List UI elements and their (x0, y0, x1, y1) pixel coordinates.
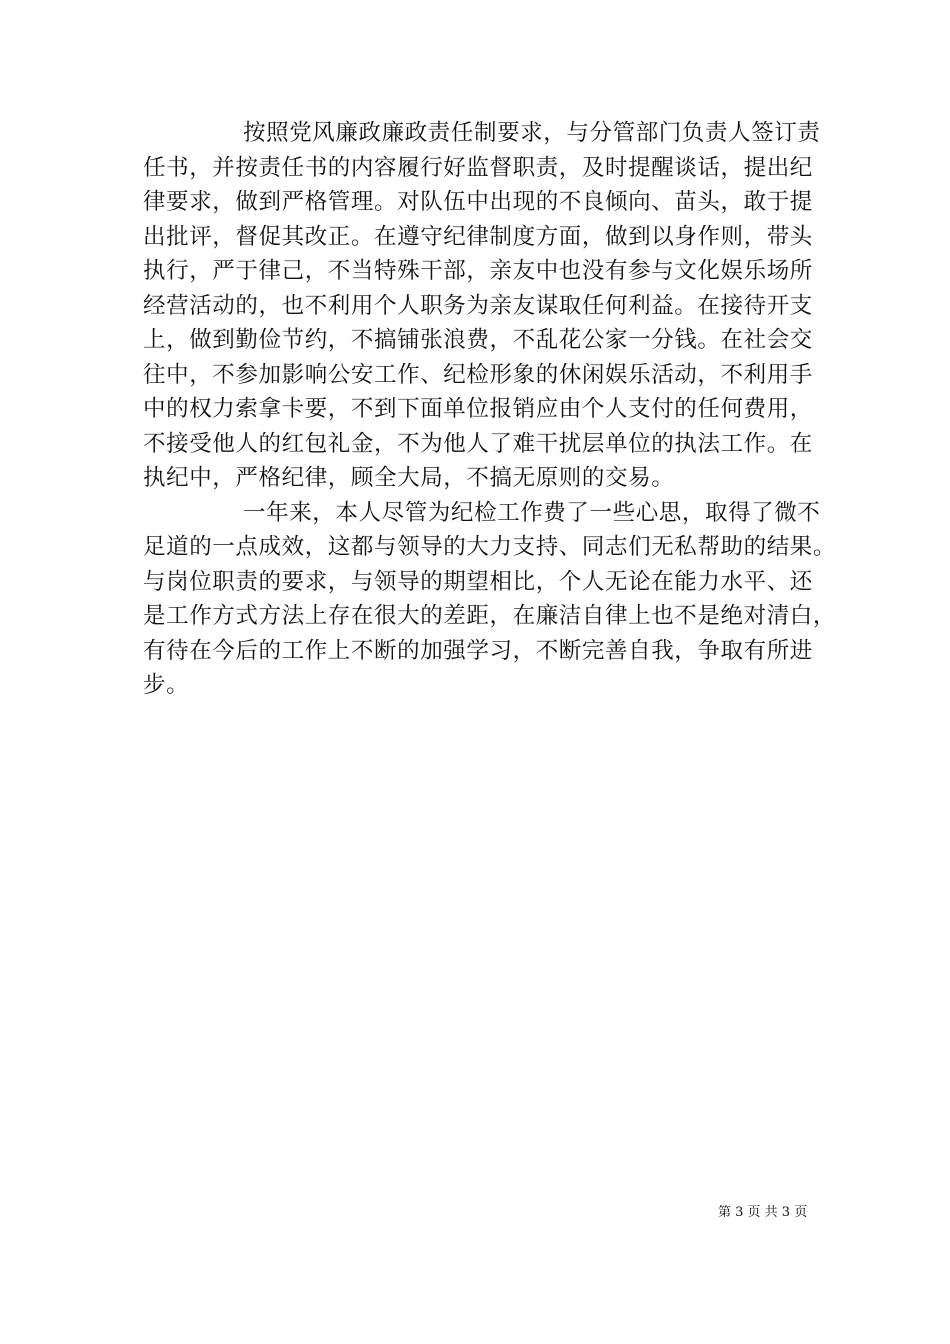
paragraph-line: 执纪中，严格纪律，顾全大局，不搞无原则的交易。 (143, 465, 675, 491)
paragraph-line: 经营活动的，也不利用个人职务为亲友谋取任何利益。在接待开支 (143, 292, 813, 319)
paragraph-line: 不接受他人的红包礼金，不为他人了难干扰层单位的执法工作。在 (143, 430, 813, 457)
paragraph-line: 与岗位职责的要求，与领导的期望相比，个人无论在能力水平、还 (143, 568, 813, 595)
paragraph-line: 有待在今后的工作上不断的加强学习，不断完善自我，争取有所进 (143, 637, 813, 664)
paragraph-line: 出批评，督促其改正。在遵守纪律制度方面，做到以身作则，带头 (143, 223, 813, 250)
paragraph-1 (143, 116, 833, 496)
paragraph-line: 步。 (143, 672, 190, 698)
paragraph-line: 往中，不参加影响公安工作、纪检形象的休闲娱乐活动，不利用手 (143, 361, 813, 388)
page-number: 第 3 页 共 3 页 (718, 1205, 808, 1220)
paragraph-2 (143, 496, 837, 703)
paragraph-line: 执行，严于律己，不当特殊干部，亲友中也没有参与文化娱乐场所 (143, 258, 813, 284)
document-body (143, 116, 837, 703)
paragraph-line: 按照党风廉政廉政责任制要求，与分管部门负责人签订责 (243, 120, 821, 146)
paragraph-line: 上，做到勤俭节约，不搞铺张浪费，不乱花公家一分钱。在社会交 (143, 327, 813, 353)
paragraph-line: 一年来，本人尽管为纪检工作费了一些心思，取得了微不 (243, 499, 821, 526)
paragraph-line: 任书，并按责任书的内容履行好监督职责，及时提醒谈话，提出纪 (143, 154, 813, 181)
paragraph-line: 足道的一点成效，这都与领导的大力支持、同志们无私帮助的结果。 (143, 534, 837, 560)
paragraph-line: 中的权力索拿卡要，不到下面单位报销应由个人支付的任何费用， (143, 396, 813, 422)
paragraph-line: 律要求，做到严格管理。对队伍中出现的不良倾向、苗头，敢于提 (143, 189, 813, 215)
paragraph-line: 是工作方式方法上存在很大的差距，在廉洁自律上也不是绝对清白， (143, 603, 837, 629)
